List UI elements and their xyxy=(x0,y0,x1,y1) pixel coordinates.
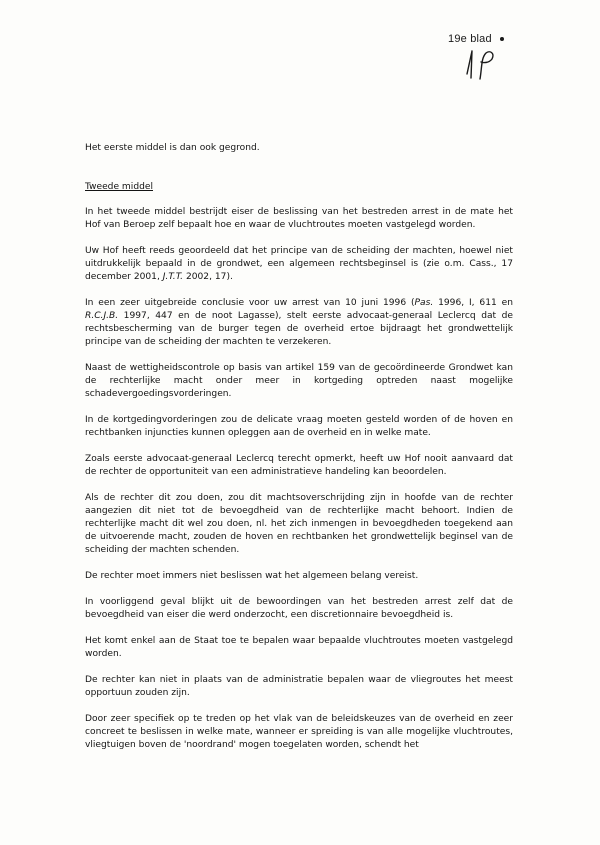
paragraph: In een zeer uitgebreide conclusie voor uw arrest van 10 juni 1996 (Pas. 1996, I, 611 en R.C.J.B. 1997, 447 en de noot Lagasse), stelt eerste advocaat-generaal Leclercq dat de rechtsbescherming van de burger tegen de overheid ertoe bijdraagt het grondwettelijk principe van de scheiding der machten te verzekeren. xyxy=(85,298,514,347)
handwritten-page-number xyxy=(462,48,502,82)
paragraph: Door zeer specifiek op te treden op het vlak van de beleidskeuzes van de overheid en zeer concreet te beslissen in welke mate, wanneer er spreiding is van alle mogelijke vluchtroutes, vliegtuigen boven de 'noordrand' mogen toegelaten worden, schendt het xyxy=(85,714,513,750)
ink-dot xyxy=(500,37,504,41)
page-number-label: 19e blad xyxy=(448,33,492,45)
paragraph: Zoals eerste advocaat-generaal Leclercq terecht opmerkt, heeft uw Hof nooit aanvaard dat de rechter de opportuniteit van een administratieve handeling kan beoordelen. xyxy=(85,454,513,477)
intro-sentence: Het eerste middel is dan ook gegrond. xyxy=(85,143,260,153)
paragraph: In het tweede middel bestrijdt eiser de beslissing van het bestreden arrest in de mate het Hof van Beroep zelf bepaalt hoe en waar de vluchtroutes moeten vastgelegd worden. xyxy=(85,207,513,230)
paragraph: Uw Hof heeft reeds geoordeeld dat het principe van de scheiding der machten, hoewel niet uitdrukkelijk bepaald in de grondwet, een algemeen rechtsbeginsel is (zie o.m. Cass., 17 december 2001, J.T.T. 2002, 17). xyxy=(85,246,513,282)
paragraph: In de kortgedingvorderingen zou de delicate vraag moeten gesteld worden of de hoven en rechtbanken injuncties kunnen opleggen aan de overheid en in welke mate. xyxy=(85,415,513,438)
paragraph: De rechter kan niet in plaats van de administratie bepalen waar de vliegroutes het meest opportuun zouden zijn. xyxy=(85,675,513,698)
paragraph: Als de rechter dit zou doen, zou dit machtsoverschrijding zijn in hoofde van de rechter aangezien dit niet tot de bevoegdheid van de rechterlijke macht behoort. Indien de rechterlijke macht dit wel zou doen, nl. het zich inmengen in bevoegdheden toegekend aan de uitvoerende macht, zouden de hoven en rechtbanken het grondwettelijk beginsel van de scheiding der machten schenden. xyxy=(85,493,513,555)
paragraph: De rechter moet immers niet beslissen wat het algemeen belang vereist. xyxy=(85,571,419,581)
document-body xyxy=(85,142,513,765)
section-heading: Tweede middel xyxy=(85,182,153,192)
paragraph: Het komt enkel aan de Staat toe te bepalen waar bepaalde vluchtroutes moeten vastgelegd worden. xyxy=(85,636,513,659)
paragraph: In voorliggend geval blijkt uit de bewoordingen van het bestreden arrest zelf dat de bevoegdheid van eiser die werd onderzocht, een discretionnaire bevoegdheid is. xyxy=(85,597,513,620)
paragraph: Naast de wettigheidscontrole op basis van artikel 159 van de gecoördineerde Grondwet kan de rechterlijke macht onder meer in kortgeding optreden naast mogelijke schadevergoedingsvorderingen. xyxy=(85,363,513,399)
